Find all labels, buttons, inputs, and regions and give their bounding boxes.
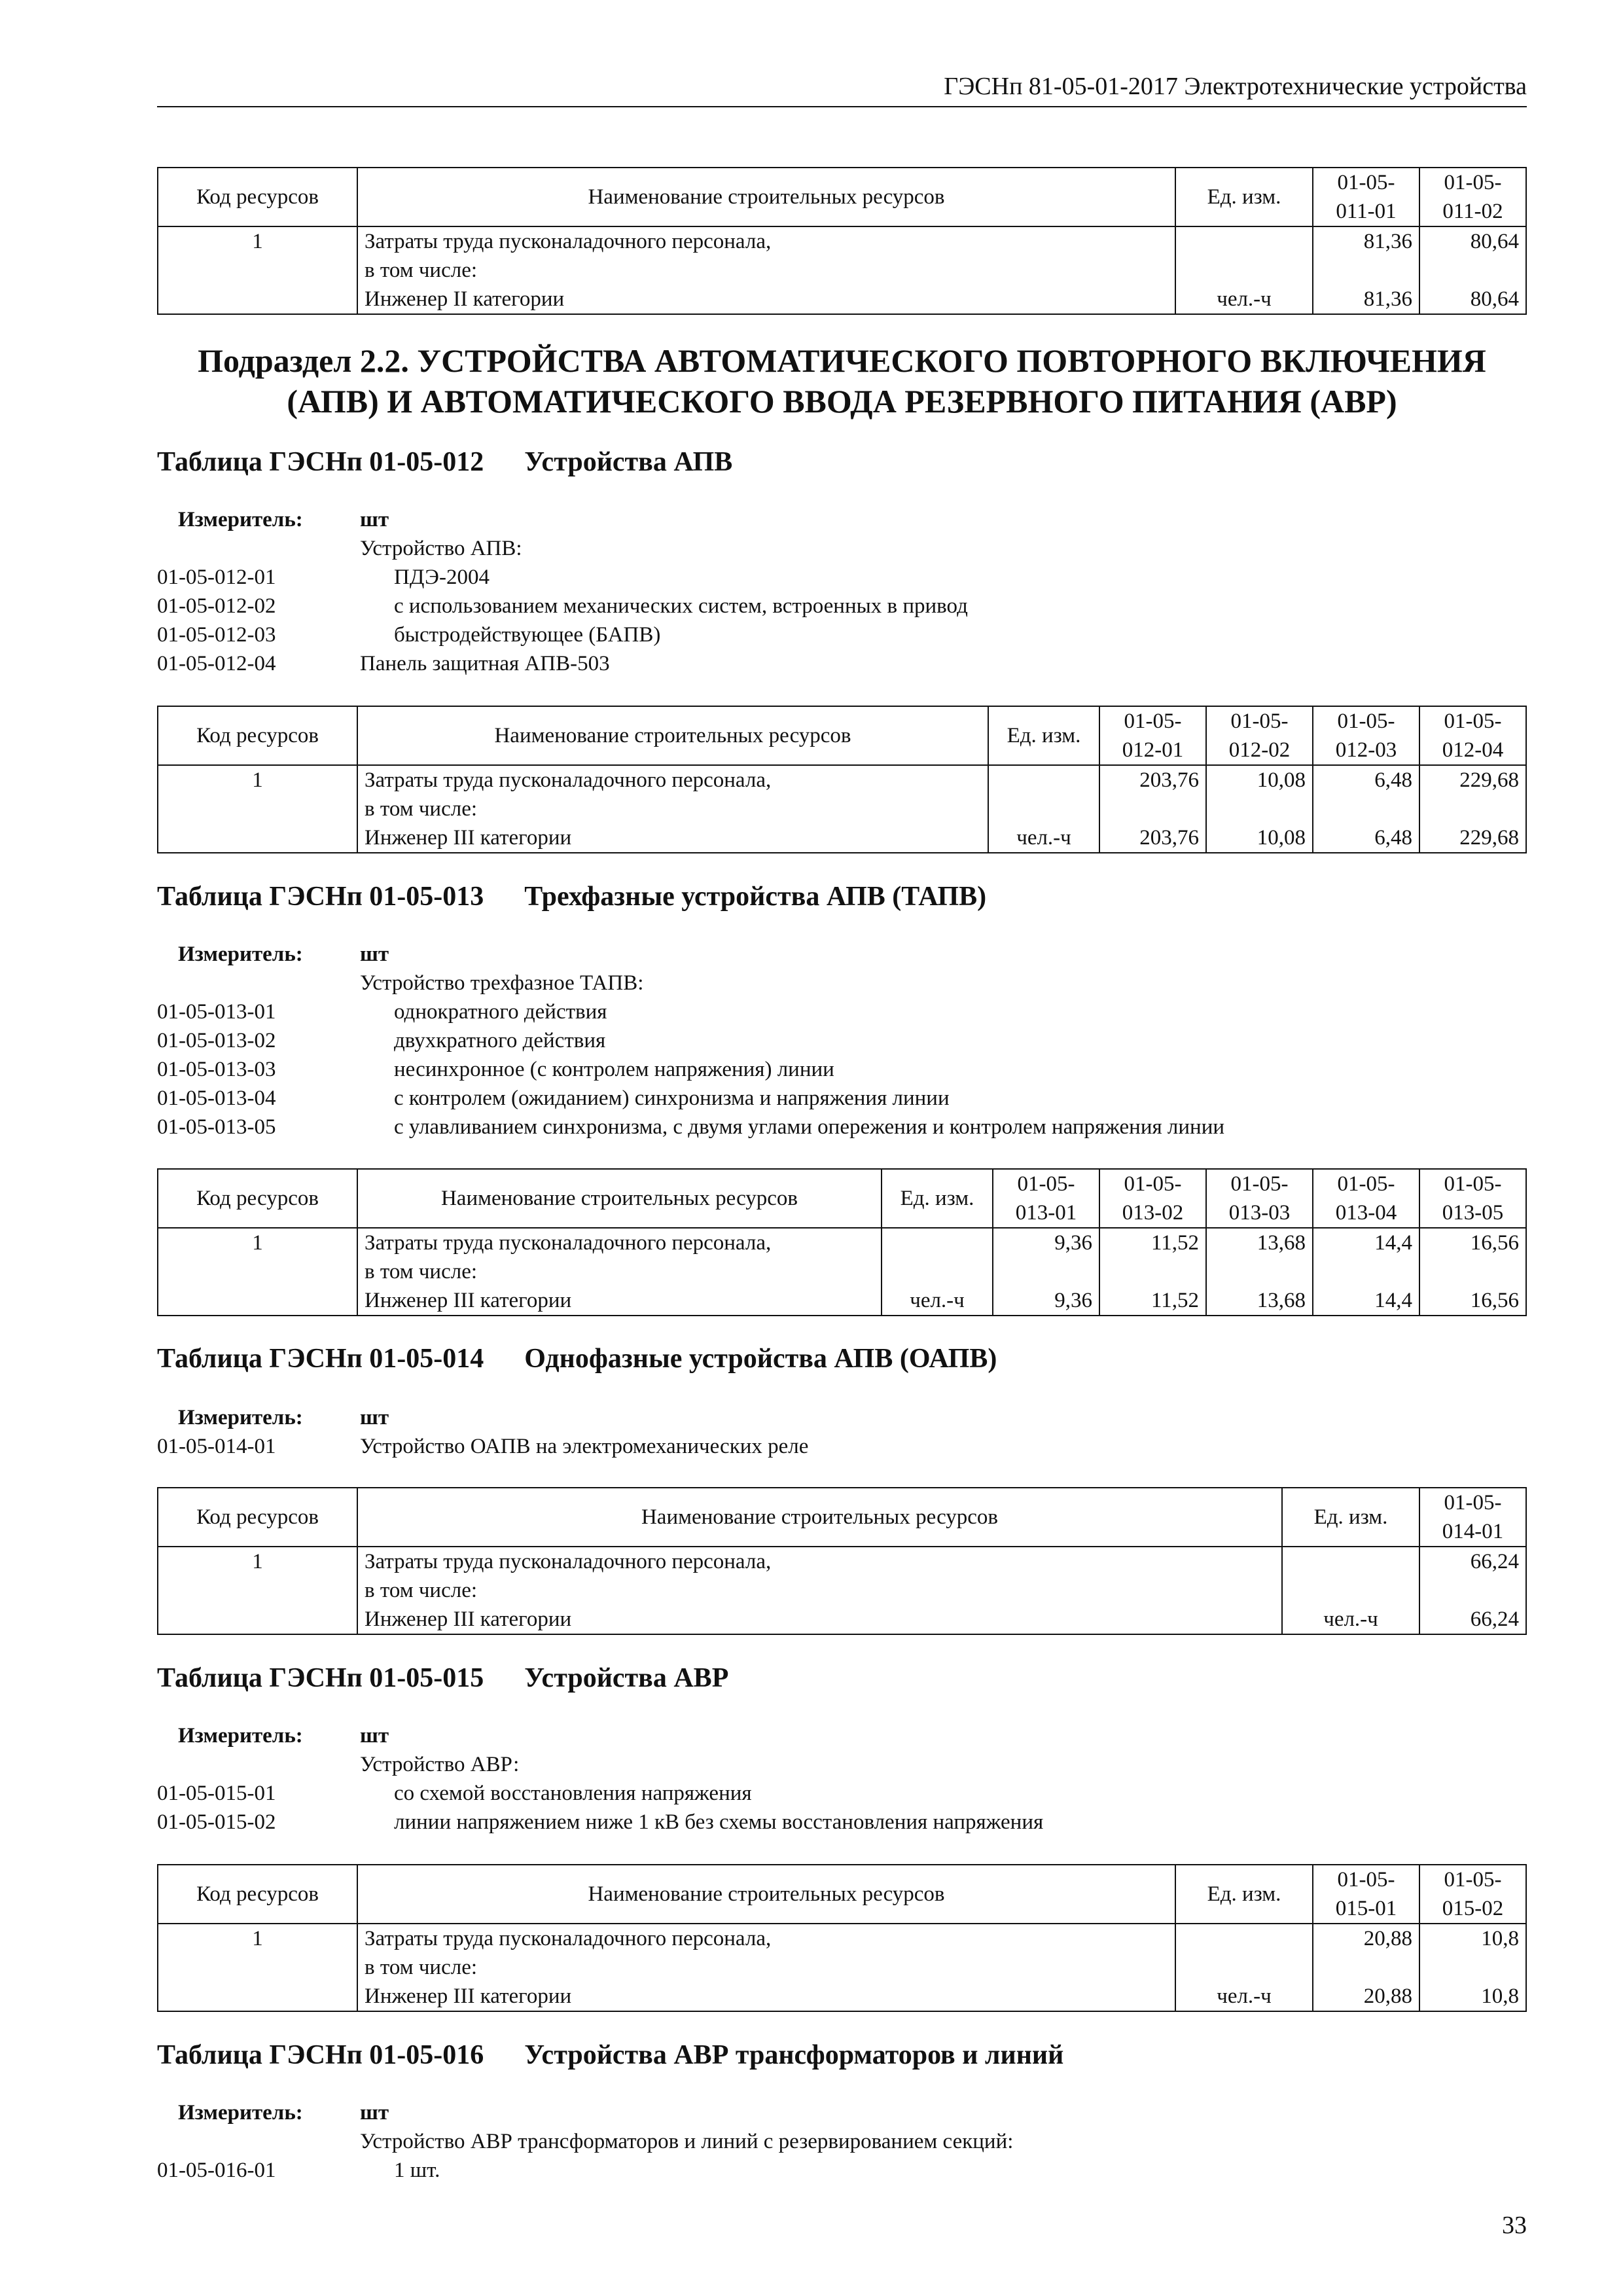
row-value: 10,8 10,8 [1419, 1924, 1526, 2011]
table-row [158, 1547, 1526, 1634]
measure-block-012: Измеритель: шт Устройство АПВ: 01-05-012-01 ПДЭ-2004 01-05-012-02 с использованием механических систем, встроенных в привод 01-05-012-03 быстродействующее (БАПВ) 01-05-012-04 Панель защитная АПВ-503 [157, 505, 1527, 678]
resource-table [157, 1864, 1527, 2012]
col-header-name: Наименование строительных ресурсов [357, 1488, 1282, 1547]
col-header-norm: 01-05- 015-02 [1419, 1865, 1526, 1924]
col-header-norm: 01-05- 013-04 [1313, 1169, 1419, 1228]
row-value: 229,68 229,68 [1419, 765, 1526, 853]
resource-table [157, 1487, 1527, 1635]
col-header-norm: 01-05- 014-01 [1419, 1488, 1526, 1547]
table-title-016: Таблица ГЭСНп 01-05-016 Устройства АВР трансформаторов и линий [157, 2040, 1064, 2070]
row-value: 14,4 14,4 [1313, 1228, 1419, 1316]
list-item: 01-05-012-04 Панель защитная АПВ-503 [157, 652, 610, 675]
row-name: Затраты труда пусконаладочного персонала, в том числе: Инженер III категории [357, 1924, 1175, 2011]
col-header-code: Код ресурсов [158, 1865, 357, 1924]
table-row [158, 226, 1526, 314]
list-item: 01-05-016-01 1 шт. [157, 2159, 440, 2182]
table-title-012: Таблица ГЭСНп 01-05-012 Устройства АПВ [157, 447, 733, 477]
table-title-014: Таблица ГЭСНп 01-05-014 Однофазные устройства АПВ (ОАПВ) [157, 1344, 997, 1374]
col-header-norm: 01-05- 013-03 [1206, 1169, 1313, 1228]
col-header-name: Наименование строительных ресурсов [357, 1865, 1175, 1924]
table-row [158, 1228, 1526, 1316]
running-header: ГЭСНп 81-05-01-2017 Электротехнические устройства [157, 71, 1527, 107]
row-unit: чел.-ч [1282, 1547, 1419, 1634]
list-item: 01-05-015-01 со схемой восстановления напряжения [157, 1782, 752, 1805]
list-item: 01-05-015-02 линии напряжением ниже 1 кВ без схемы восстановления напряжения [157, 1810, 1044, 1834]
row-value: 9,36 9,36 [993, 1228, 1099, 1316]
row-unit: чел.-ч [882, 1228, 993, 1316]
col-header-norm: 01-05- 012-03 [1313, 706, 1419, 765]
list-item: 01-05-013-05 с улавливанием синхронизма, с двумя углами опережения и контролем напряжения линии [157, 1115, 1225, 1139]
list-item: 01-05-012-03 быстродействующее (БАПВ) [157, 623, 661, 647]
list-item: 01-05-013-04 с контролем (ожиданием) синхронизма и напряжения линии [157, 1086, 950, 1110]
resource-table [157, 706, 1527, 853]
row-value: 80,64 80,64 [1419, 226, 1526, 314]
list-item: 01-05-013-02 двухкратного действия [157, 1029, 606, 1052]
col-header-norm: 01-05- 015-01 [1313, 1865, 1419, 1924]
col-header-unit: Ед. изм. [988, 706, 1099, 765]
row-name: Затраты труда пусконаладочного персонала, в том числе: Инженер II категории [357, 226, 1175, 314]
col-header-name: Наименование строительных ресурсов [357, 706, 988, 765]
col-header-unit: Ед. изм. [882, 1169, 993, 1228]
row-name: Затраты труда пусконаладочного персонала, в том числе: Инженер III категории [357, 1547, 1282, 1634]
row-value: 10,08 10,08 [1206, 765, 1313, 853]
col-header-name: Наименование строительных ресурсов [357, 168, 1175, 226]
resource-table-012 [157, 706, 1527, 853]
col-header-norm: 01-05- 013-05 [1419, 1169, 1526, 1228]
row-value: 11,52 11,52 [1099, 1228, 1206, 1316]
row-name: Затраты труда пусконаладочного персонала, в том числе: Инженер III категории [357, 1228, 882, 1316]
row-code: 1 [158, 1924, 357, 2011]
page-number: 33 [1502, 2212, 1527, 2239]
row-value: 203,76 203,76 [1099, 765, 1206, 853]
row-unit: чел.-ч [988, 765, 1099, 853]
row-code: 1 [158, 1228, 357, 1316]
row-value: 6,48 6,48 [1313, 765, 1419, 853]
col-header-unit: Ед. изм. [1175, 1865, 1313, 1924]
table-title-013: Таблица ГЭСНп 01-05-013 Трехфазные устройства АПВ (ТАПВ) [157, 882, 987, 912]
measure-block-015: Измеритель: шт Устройство АВР: 01-05-015-01 со схемой восстановления напряжения 01-05-015-02 линии напряжением ниже 1 кВ без схемы восстановления напряжения [157, 1721, 1527, 1837]
row-name: Затраты труда пусконаладочного персонала, в том числе: Инженер III категории [357, 765, 988, 853]
col-header-norm: 01-05- 011-02 [1419, 168, 1526, 226]
col-header-unit: Ед. изм. [1282, 1488, 1419, 1547]
row-value: 20,88 20,88 [1313, 1924, 1419, 2011]
row-code: 1 [158, 226, 357, 314]
col-header-code: Код ресурсов [158, 706, 357, 765]
table-row [158, 765, 1526, 853]
list-item: 01-05-013-03 несинхронное (с контролем напряжения) линии [157, 1058, 834, 1081]
row-code: 1 [158, 1547, 357, 1634]
row-value: 13,68 13,68 [1206, 1228, 1313, 1316]
col-header-norm: 01-05- 012-01 [1099, 706, 1206, 765]
col-header-code: Код ресурсов [158, 1169, 357, 1228]
resource-table [157, 167, 1527, 315]
col-header-norm: 01-05- 013-02 [1099, 1169, 1206, 1228]
measure-block-013: Измеритель: шт Устройство трехфазное ТАПВ: 01-05-013-01 однократного действия 01-05-013-02 двухкратного действия 01-05-013-03 несинхронное (с контролем напряжения) линии 01-05-013-04 с контролем (ожиданием) синхронизма и напряжения линии 01-05-013-05 с улавливанием синхронизма, с двумя углами опережения и контролем напряжения линии [157, 940, 1527, 1141]
measure-block-014: Измеритель: шт 01-05-014-01 Устройство ОАПВ на электромеханических реле [157, 1403, 1527, 1461]
col-header-code: Код ресурсов [158, 168, 357, 226]
row-unit: чел.-ч [1175, 226, 1313, 314]
list-item: 01-05-013-01 однократного действия [157, 1000, 607, 1024]
col-header-norm: 01-05- 012-04 [1419, 706, 1526, 765]
row-unit: чел.-ч [1175, 1924, 1313, 2011]
list-item: 01-05-012-02 с использованием механических систем, встроенных в привод [157, 594, 968, 618]
measure-block-016: Измеритель: шт Устройство АВР трансформаторов и линий с резервированием секций: 01-05-016-01 1 шт. [157, 2098, 1527, 2185]
section-title: Подраздел 2.2. УСТРОЙСТВА АВТОМАТИЧЕСКОГО ПОВТОРНОГО ВКЛЮЧЕНИЯ (АПВ) И АВТОМАТИЧЕСКОГО ВВОДА РЕЗЕРВНОГО ПИТАНИЯ (АВР) [198, 342, 1486, 420]
col-header-unit: Ед. изм. [1175, 168, 1313, 226]
resource-table-013 [157, 1168, 1527, 1316]
list-item: 01-05-012-01 ПДЭ-2004 [157, 565, 490, 589]
col-header-norm: 01-05- 011-01 [1313, 168, 1419, 226]
list-item: 01-05-014-01 Устройство ОАПВ на электромеханических реле [157, 1435, 809, 1458]
col-header-norm: 01-05- 012-02 [1206, 706, 1313, 765]
row-value: 66,24 66,24 [1419, 1547, 1526, 1634]
resource-table-014 [157, 1487, 1527, 1635]
resource-table-011 [157, 167, 1527, 315]
row-value: 16,56 16,56 [1419, 1228, 1526, 1316]
resource-table-015 [157, 1864, 1527, 2012]
col-header-name: Наименование строительных ресурсов [357, 1169, 882, 1228]
resource-table [157, 1168, 1527, 1316]
table-title-015: Таблица ГЭСНп 01-05-015 Устройства АВР [157, 1663, 729, 1693]
col-header-code: Код ресурсов [158, 1488, 357, 1547]
row-code: 1 [158, 765, 357, 853]
col-header-norm: 01-05- 013-01 [993, 1169, 1099, 1228]
row-value: 81,36 81,36 [1313, 226, 1419, 314]
table-row [158, 1924, 1526, 2011]
